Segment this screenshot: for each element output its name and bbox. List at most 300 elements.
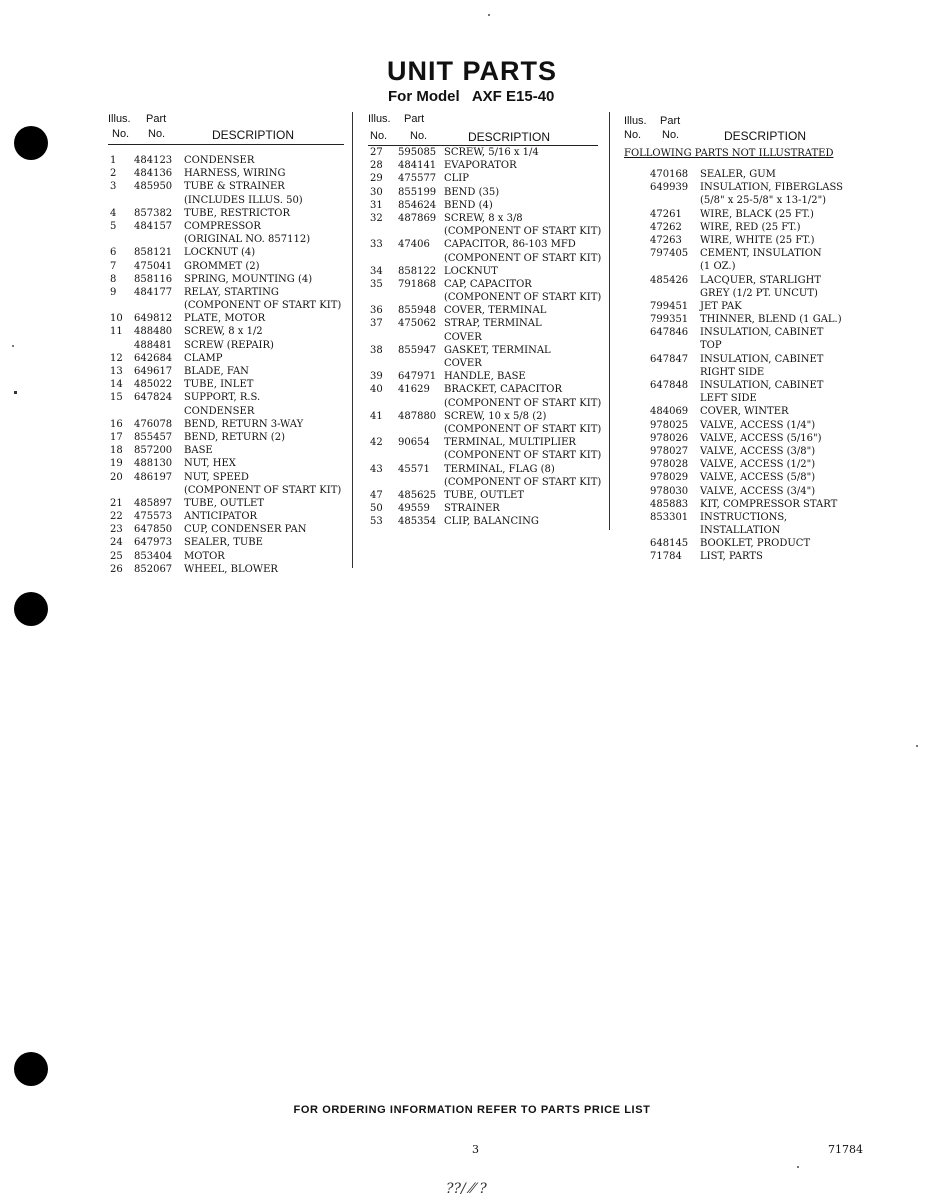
illus-number: 38 <box>370 344 383 356</box>
table-row <box>108 260 352 273</box>
table-row <box>624 221 854 234</box>
part-description: (COMPONENT OF START KIT) <box>444 292 602 304</box>
part-number: 486197 <box>134 471 173 483</box>
table-row <box>108 550 352 563</box>
part-number: 853301 <box>650 511 689 523</box>
part-number: 47406 <box>398 239 430 251</box>
part-description: SUPPORT, R.S. <box>184 392 261 404</box>
part-number: 858121 <box>134 247 173 259</box>
part-description: (COMPONENT OF START KIT) <box>444 226 602 238</box>
part-no-label: No. <box>662 129 680 141</box>
table-row <box>624 471 854 484</box>
table-row <box>624 366 854 379</box>
table-row <box>624 405 854 418</box>
illus-number: 33 <box>370 239 383 251</box>
table-row <box>368 476 608 489</box>
table-row <box>108 220 352 233</box>
illus-number: 37 <box>370 318 383 330</box>
table-row <box>368 410 608 423</box>
part-description: NUT, HEX <box>184 458 236 470</box>
table-row <box>624 300 854 313</box>
column-header <box>108 112 352 146</box>
part-number: 47263 <box>650 234 682 246</box>
part-description: LOCKNUT <box>444 265 498 277</box>
document-number: 71784 <box>828 1143 863 1156</box>
part-description: BEND, RETURN (2) <box>184 431 285 443</box>
table-row <box>624 458 854 471</box>
illus-number: 19 <box>110 458 123 470</box>
table-row <box>624 550 854 563</box>
part-description: TERMINAL, FLAG (8) <box>444 463 555 475</box>
illus-number: 50 <box>370 503 383 515</box>
illus-number: 9 <box>110 286 117 298</box>
illus-number: 21 <box>110 497 123 509</box>
binder-hole-2 <box>14 592 48 626</box>
table-row <box>108 378 352 391</box>
illus-number: 16 <box>110 418 123 430</box>
table-row <box>624 353 854 366</box>
table-row <box>108 391 352 404</box>
part-description: (INCLUDES ILLUS. 50) <box>184 194 303 206</box>
table-row <box>624 498 854 511</box>
part-description: SCREW, 10 x 5/8 (2) <box>444 410 547 422</box>
part-number: 799351 <box>650 314 689 326</box>
illus-number: 39 <box>370 371 383 383</box>
part-number: 791868 <box>398 278 437 290</box>
part-description: CLIP <box>444 173 469 185</box>
part-description: CEMENT, INSULATION <box>700 248 822 260</box>
illus-number: 35 <box>370 278 383 290</box>
part-number: 485426 <box>650 274 689 286</box>
part-description: (COMPONENT OF START KIT) <box>444 252 602 264</box>
illus-number: 24 <box>110 537 123 549</box>
table-row <box>624 287 854 300</box>
description-label: DESCRIPTION <box>468 130 551 144</box>
part-number: 855199 <box>398 186 437 198</box>
part-number: 470168 <box>650 169 689 180</box>
part-description: SCREW, 8 x 3/8 <box>444 212 523 224</box>
part-label: Part <box>660 115 681 127</box>
table-row <box>624 313 854 326</box>
part-description: (COMPONENT OF START KIT) <box>444 423 602 435</box>
part-description: CUP, CONDENSER PAN <box>184 524 307 536</box>
part-description: CLIP, BALANCING <box>444 516 539 528</box>
part-description: WIRE, RED (25 FT.) <box>700 221 801 233</box>
part-number: 857200 <box>134 445 173 457</box>
part-number: 648145 <box>650 538 689 550</box>
page-title: UNIT PARTS <box>387 56 557 86</box>
part-number: 484136 <box>134 168 173 180</box>
illus-no-label: No. <box>370 130 388 142</box>
part-description: TUBE, RESTRICTOR <box>184 207 290 219</box>
table-row <box>368 252 608 265</box>
part-number: 475573 <box>134 511 173 523</box>
part-description: (ORIGINAL NO. 857112) <box>184 234 311 246</box>
part-number: 484177 <box>134 286 173 298</box>
part-number: 978029 <box>650 472 689 484</box>
illus-number: 40 <box>370 384 383 396</box>
part-number: 485625 <box>398 489 437 501</box>
table-row <box>108 418 352 431</box>
binder-hole-3 <box>14 1052 48 1086</box>
part-number: 71784 <box>650 551 682 563</box>
part-description: CAP, CAPACITOR <box>444 278 532 290</box>
part-number: 647850 <box>134 524 173 536</box>
illus-number: 18 <box>110 445 123 457</box>
illus-number: 20 <box>110 471 123 483</box>
parts-column-1 <box>108 112 352 575</box>
illus-number: 8 <box>110 273 117 285</box>
part-number: 90654 <box>398 437 430 449</box>
table-row <box>368 489 608 502</box>
part-description: MOTOR <box>184 550 225 562</box>
for-model-label: For Model <box>388 88 460 105</box>
part-description: TERMINAL, MULTIPLIER <box>444 437 576 449</box>
part-number: 595085 <box>398 147 437 158</box>
table-row <box>108 523 352 536</box>
part-description: LIST, PARTS <box>700 551 763 563</box>
table-row <box>108 167 352 180</box>
table-row <box>108 339 352 352</box>
table-row <box>108 471 352 484</box>
part-number: 855947 <box>398 344 437 356</box>
illus-number: 28 <box>370 160 383 172</box>
table-row <box>624 326 854 339</box>
part-number: 488481 <box>134 339 173 351</box>
illus-number: 5 <box>110 220 117 232</box>
table-row <box>368 238 608 251</box>
part-description: INSULATION, CABINET <box>700 380 824 391</box>
illus-number: 15 <box>110 392 123 404</box>
part-number: 488480 <box>134 326 173 338</box>
parts-column-2 <box>368 112 608 528</box>
column-divider <box>352 112 353 568</box>
table-row <box>108 457 352 470</box>
header-rule <box>108 144 344 145</box>
part-description: WHEEL, BLOWER <box>184 563 278 575</box>
part-number: 485883 <box>650 498 689 510</box>
table-row <box>368 463 608 476</box>
table-row <box>624 432 854 445</box>
part-description: HARNESS, WIRING <box>184 168 286 180</box>
table-row <box>624 392 854 405</box>
part-number: 852067 <box>134 563 173 575</box>
illus-no-label: No. <box>112 128 130 140</box>
part-number: 41629 <box>398 384 430 396</box>
part-description: SCREW (REPAIR) <box>184 339 274 351</box>
part-number: 47262 <box>650 221 682 233</box>
table-row <box>368 331 608 344</box>
part-number: 855948 <box>398 305 437 317</box>
column-header <box>624 112 854 146</box>
table-row <box>624 485 854 498</box>
illus-number: 1 <box>110 155 117 166</box>
part-description: GROMMET (2) <box>184 260 260 272</box>
part-number: 49559 <box>398 503 430 515</box>
part-description: NUT, SPEED <box>184 471 249 483</box>
part-number: 978025 <box>650 419 689 431</box>
part-description: WIRE, WHITE (25 FT.) <box>700 234 815 246</box>
part-description: VALVE, ACCESS (3/4") <box>700 485 816 497</box>
part-number: 647971 <box>398 371 437 383</box>
table-row <box>368 357 608 370</box>
part-number: 484069 <box>650 406 689 418</box>
part-number: 484157 <box>134 220 173 232</box>
part-description: GREY (1/2 PT. UNCUT) <box>700 287 818 299</box>
part-description: (COMPONENT OF START KIT) <box>184 300 342 312</box>
part-number: 484123 <box>134 155 173 166</box>
part-description: THINNER, BLEND (1 GAL.) <box>700 314 842 326</box>
part-description: COVER, WINTER <box>700 406 789 418</box>
illus-number: 23 <box>110 524 123 536</box>
illus-number: 34 <box>370 265 383 277</box>
table-row <box>108 207 352 220</box>
part-number: 485897 <box>134 497 173 509</box>
table-row <box>368 172 608 185</box>
part-number: 488130 <box>134 458 173 470</box>
description-label: DESCRIPTION <box>212 128 295 142</box>
table-row <box>368 436 608 449</box>
illus-number: 22 <box>110 511 123 523</box>
table-row <box>624 524 854 537</box>
part-description: GASKET, TERMINAL <box>444 344 551 356</box>
table-row <box>368 159 608 172</box>
scan-speck <box>488 14 490 16</box>
part-description: SCREW, 8 x 1/2 <box>184 326 263 338</box>
part-description: COVER, TERMINAL <box>444 305 547 317</box>
table-row <box>368 186 608 199</box>
scan-speck <box>12 345 14 347</box>
part-number: 857382 <box>134 207 173 219</box>
table-row <box>108 365 352 378</box>
table-row <box>108 180 352 193</box>
table-row <box>624 168 854 181</box>
table-row <box>624 419 854 432</box>
illus-number: 36 <box>370 305 383 317</box>
binder-hole-1 <box>14 126 48 160</box>
table-row <box>368 146 608 159</box>
part-description: KIT, COMPRESSOR START <box>700 498 838 510</box>
table-row <box>624 181 854 194</box>
illus-label: Illus. <box>108 113 131 125</box>
part-description: STRAP, TERMINAL <box>444 318 542 330</box>
part-description: VALVE, ACCESS (1/4") <box>700 419 816 431</box>
table-row <box>108 325 352 338</box>
table-row <box>624 247 854 260</box>
illus-label: Illus. <box>368 113 391 125</box>
table-row <box>108 352 352 365</box>
part-description: (COMPONENT OF START KIT) <box>444 397 602 409</box>
part-description: COVER <box>444 358 482 369</box>
part-description: CAPACITOR, 86-103 MFD <box>444 239 576 251</box>
part-description: BEND (4) <box>444 199 493 211</box>
table-row <box>368 423 608 436</box>
part-description: TUBE, OUTLET <box>444 489 525 501</box>
parts-list <box>368 146 608 528</box>
table-row <box>624 379 854 392</box>
table-row <box>368 370 608 383</box>
table-row <box>624 537 854 550</box>
table-row <box>368 383 608 396</box>
illus-number: 4 <box>110 207 117 219</box>
part-description: BEND (35) <box>444 186 500 198</box>
model-subtitle <box>388 88 554 105</box>
illus-number: 26 <box>110 563 123 575</box>
table-row <box>624 339 854 352</box>
table-row <box>624 194 854 207</box>
illus-number: 29 <box>370 173 383 185</box>
model-number: AXF E15-40 <box>471 88 555 105</box>
part-description: VALVE, ACCESS (1/2") <box>700 459 816 471</box>
part-number: 475577 <box>398 173 437 185</box>
illus-number: 11 <box>110 326 123 338</box>
table-row <box>368 317 608 330</box>
part-number: 978028 <box>650 459 689 471</box>
part-number: 485354 <box>398 516 437 528</box>
part-description: LACQUER, STARLIGHT <box>700 274 822 286</box>
table-row <box>108 246 352 259</box>
table-row <box>108 484 352 497</box>
table-row <box>108 536 352 549</box>
table-row <box>624 260 854 273</box>
part-number: 649617 <box>134 366 173 377</box>
table-row <box>368 278 608 291</box>
illus-number: 13 <box>110 366 123 377</box>
parts-column-3 <box>624 112 854 562</box>
illus-number: 6 <box>110 247 117 259</box>
table-row <box>624 208 854 221</box>
part-description: INSTRUCTIONS, <box>700 511 788 523</box>
table-row <box>108 497 352 510</box>
table-row <box>108 299 352 312</box>
part-description: (COMPONENT OF START KIT) <box>184 484 342 496</box>
part-description: COVER <box>444 331 482 343</box>
part-number: 853404 <box>134 550 173 562</box>
part-number: 978026 <box>650 432 689 444</box>
part-number: 649939 <box>650 182 689 194</box>
table-row <box>368 225 608 238</box>
part-description: RELAY, STARTING <box>184 286 279 298</box>
part-number: 487880 <box>398 410 437 422</box>
part-description: BEND, RETURN 3-WAY <box>184 418 304 430</box>
illus-number: 47 <box>370 489 383 501</box>
part-no-label: No. <box>148 128 166 140</box>
part-description: LEFT SIDE <box>700 393 757 405</box>
part-description: CONDENSER <box>184 155 255 166</box>
description-label: DESCRIPTION <box>724 129 807 143</box>
illus-number: 41 <box>370 410 383 422</box>
part-number: 642684 <box>134 352 173 364</box>
part-number: 797405 <box>650 248 689 260</box>
part-description: HANDLE, BASE <box>444 371 526 383</box>
illus-no-label: No. <box>624 129 642 141</box>
part-number: 978027 <box>650 445 689 457</box>
table-row <box>108 273 352 286</box>
ordering-note: FOR ORDERING INFORMATION REFER TO PARTS PRICE LIST <box>293 1104 651 1116</box>
table-row <box>368 304 608 317</box>
part-description: (5/8" x 25-5/8" x 13-1/2") <box>700 195 827 207</box>
part-number: 475041 <box>134 260 173 272</box>
part-number: 649812 <box>134 313 173 325</box>
illus-number: 17 <box>110 431 123 443</box>
scan-speck <box>916 745 918 747</box>
part-description: BLADE, FAN <box>184 366 249 377</box>
illus-number: 10 <box>110 313 123 325</box>
illus-number: 7 <box>110 260 117 272</box>
part-description: BOOKLET, PRODUCT <box>700 538 811 550</box>
part-number: 475062 <box>398 318 437 330</box>
part-number: 855457 <box>134 431 173 443</box>
page-number: 3 <box>472 1143 479 1156</box>
illus-number: 14 <box>110 379 123 391</box>
part-number: 647824 <box>134 392 173 404</box>
part-number: 476078 <box>134 418 173 430</box>
table-row <box>108 312 352 325</box>
illus-number: 12 <box>110 352 123 364</box>
part-number: 487869 <box>398 212 437 224</box>
part-description: SEALER, TUBE <box>184 537 263 549</box>
table-row <box>108 444 352 457</box>
illus-number: 43 <box>370 463 383 475</box>
part-description: COMPRESSOR <box>184 220 261 232</box>
part-description: ANTICIPATOR <box>184 511 258 523</box>
part-description: INSULATION, CABINET <box>700 327 824 339</box>
part-description: JET PAK <box>700 300 742 312</box>
part-description: VALVE, ACCESS (5/8") <box>700 472 816 484</box>
part-label: Part <box>404 113 425 125</box>
table-row <box>368 502 608 515</box>
part-description: TUBE & STRAINER <box>184 181 285 193</box>
table-row <box>368 449 608 462</box>
parts-list <box>624 168 854 564</box>
column-divider <box>609 112 610 530</box>
part-description: EVAPORATOR <box>444 160 517 172</box>
table-row <box>368 397 608 410</box>
part-number: 647846 <box>650 327 689 339</box>
part-number: 45571 <box>398 463 430 475</box>
illus-number: 53 <box>370 516 383 528</box>
part-description: INSULATION, FIBERGLASS <box>700 182 844 194</box>
not-illustrated-heading: FOLLOWING PARTS NOT ILLUSTRATED <box>624 148 834 159</box>
part-label: Part <box>146 113 167 125</box>
table-row <box>368 212 608 225</box>
table-row <box>108 233 352 246</box>
part-description: CONDENSER <box>184 405 255 417</box>
part-description: WIRE, BLACK (25 FT.) <box>700 208 814 220</box>
part-number: 647847 <box>650 353 689 365</box>
part-description: SCREW, 5/16 x 1/4 <box>444 147 539 158</box>
part-description: (1 OZ.) <box>700 261 736 273</box>
table-row <box>108 154 352 167</box>
part-number: 858116 <box>134 273 173 285</box>
illus-number: 25 <box>110 550 123 562</box>
part-description: INSULATION, CABINET <box>700 353 824 365</box>
part-description: INSTALLATION <box>700 525 781 537</box>
illus-number: 27 <box>370 147 383 158</box>
part-number: 978030 <box>650 485 689 497</box>
part-description: BASE <box>184 445 213 457</box>
part-number: 858122 <box>398 265 437 277</box>
parts-list <box>108 154 352 576</box>
table-row <box>624 274 854 287</box>
table-row <box>108 563 352 576</box>
illus-number: 31 <box>370 199 383 211</box>
part-description: SPRING, MOUNTING (4) <box>184 273 313 285</box>
table-row <box>368 199 608 212</box>
handwritten-mark: ??/ ⁄⁄ ? <box>446 1181 487 1197</box>
part-description: VALVE, ACCESS (5/16") <box>700 432 822 444</box>
part-description: TUBE, INLET <box>184 379 254 391</box>
